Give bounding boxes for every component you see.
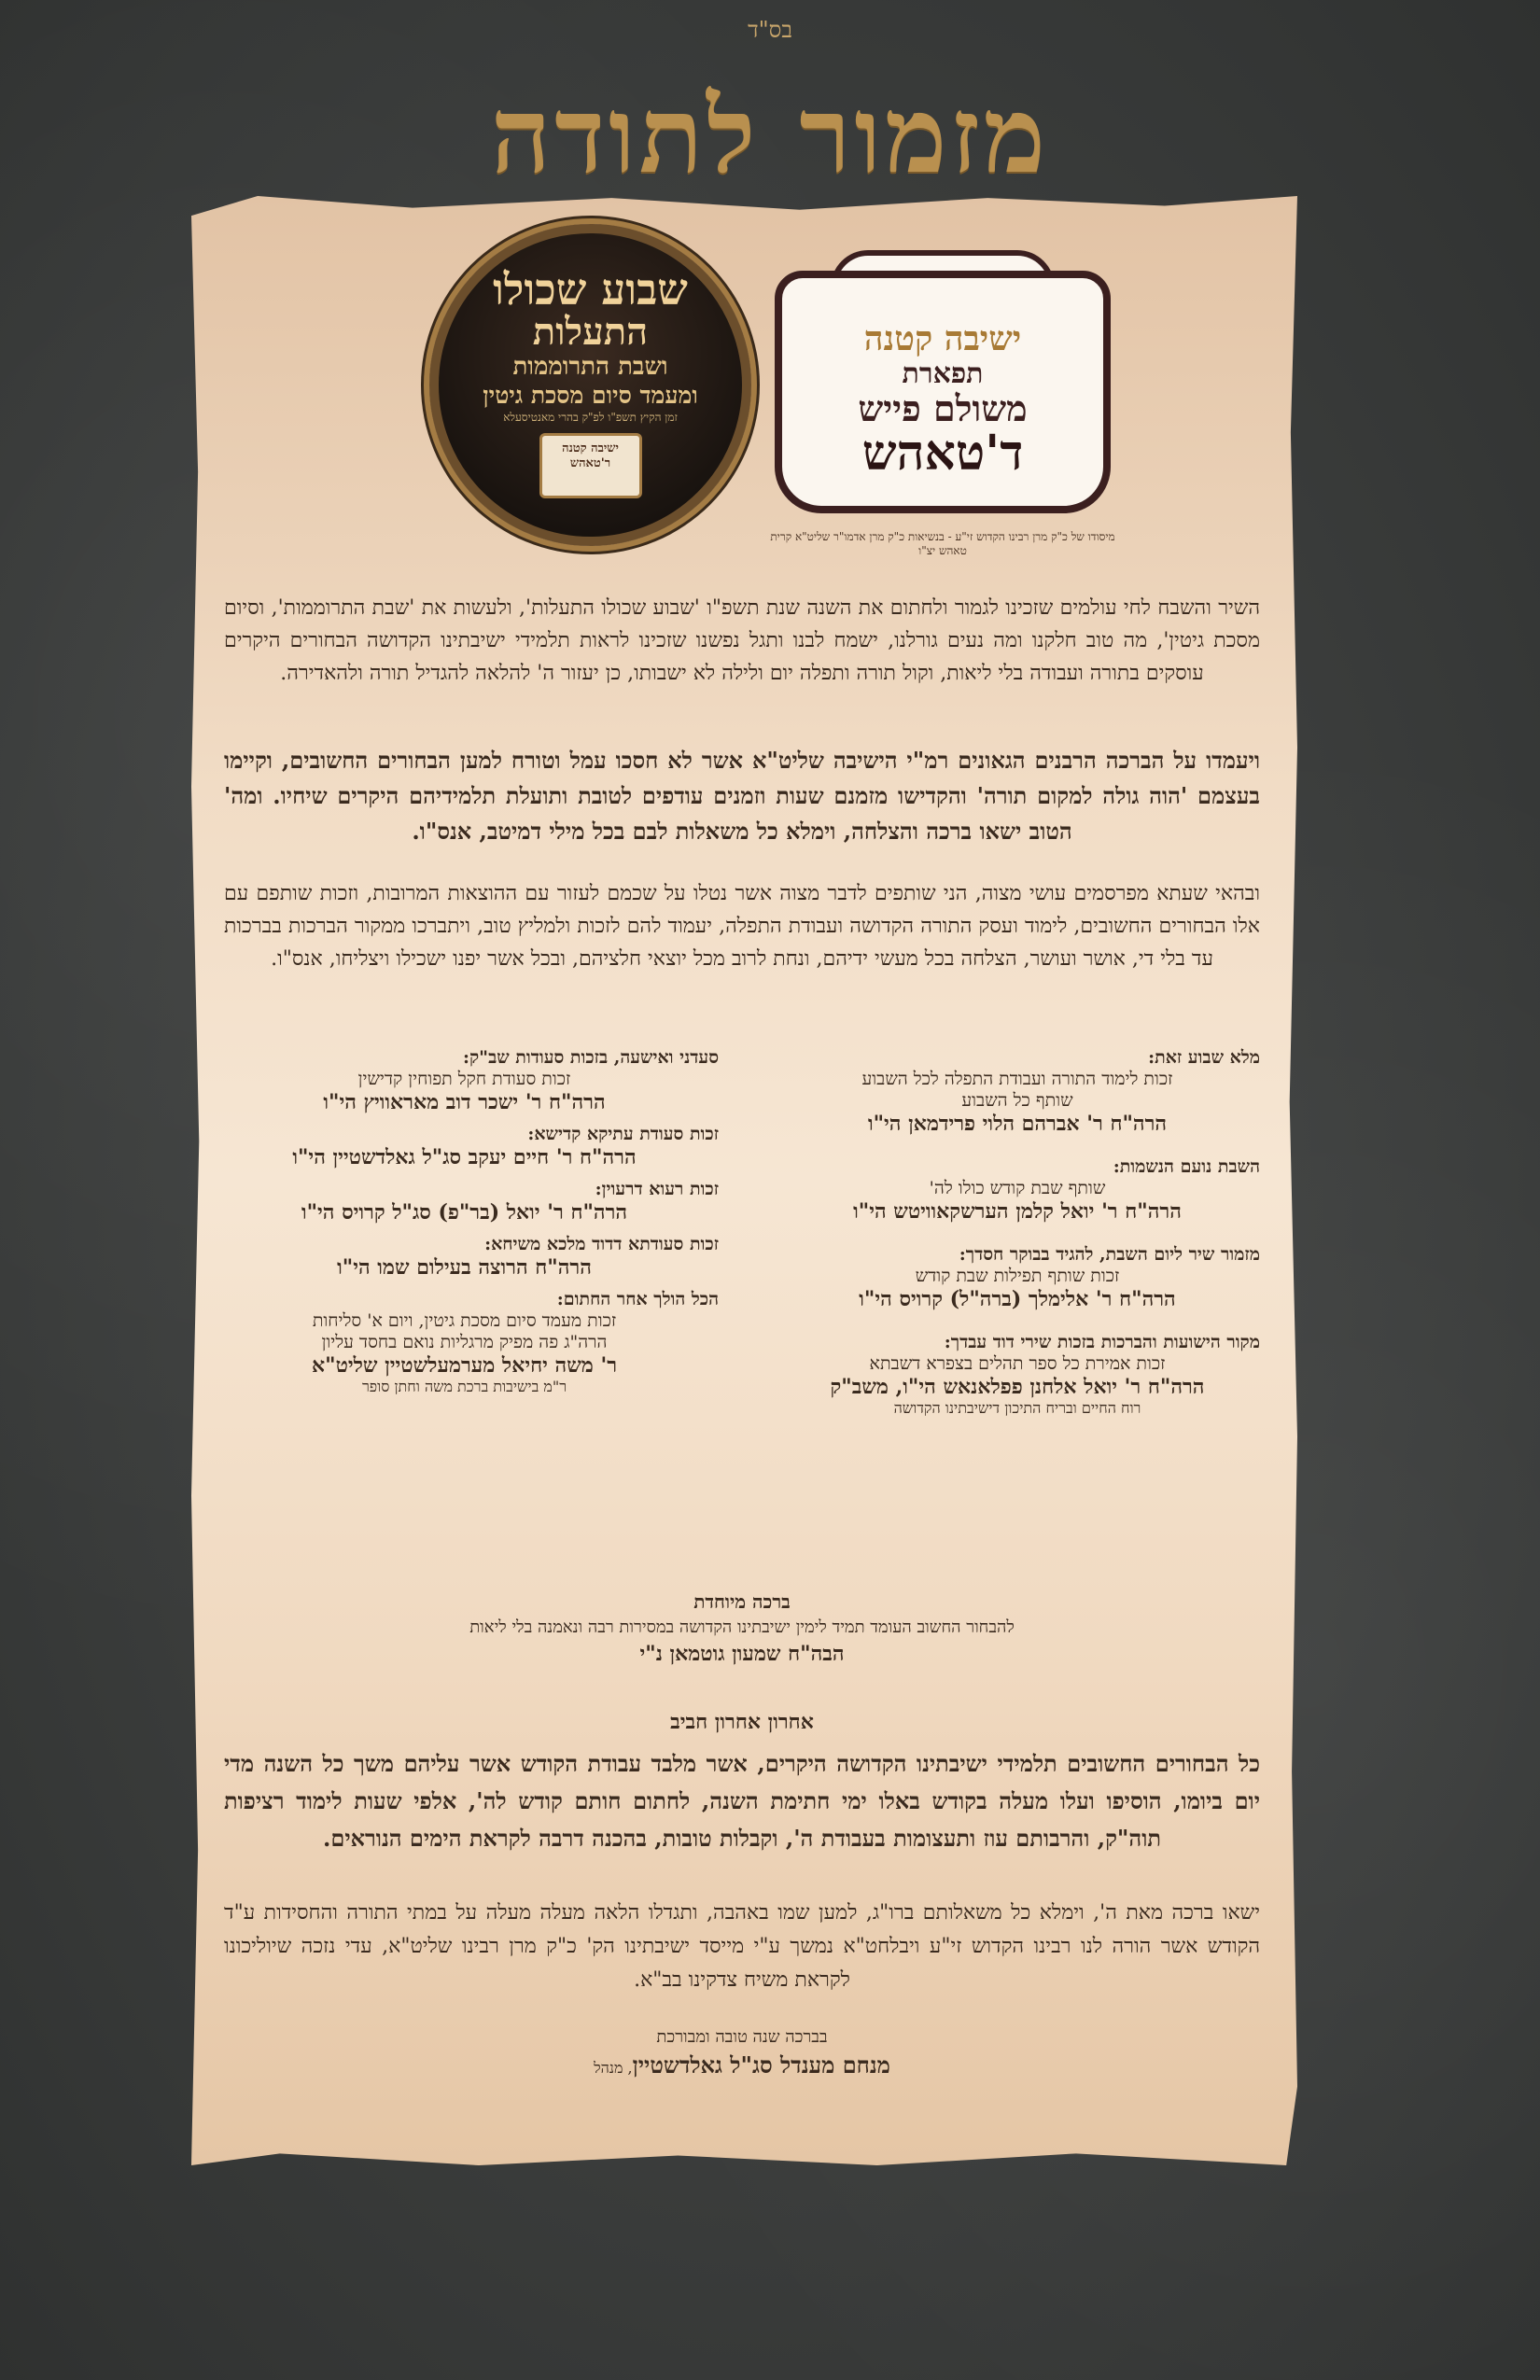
seal-line-1: שבוע שכולו xyxy=(493,264,688,315)
sponsor-heading: זכות רעוא דרעוין: xyxy=(595,1179,719,1199)
sponsor-dedication: שותף שבת קודש כולו לה' xyxy=(929,1178,1106,1198)
sponsor-name: הרה"ח ר' חיים יעקב סג"ל גאלדשטיין הי"ו xyxy=(292,1145,637,1169)
final-paragraph: כל הבחורים החשובים תלמידי ישיבתינו הקדושה היקרים, אשר מלבד עבודת הקודש אשר עליהם משך כל השנה מדי יום ביומו, הוסיפו ועלו מעלה בקודש באלו ימי חתימת השנה, לחתום חותם קודש לה', אלפי שעות לימוד רציפות תוה"ק, והרבותם עוז ותעצומות בעבודת ה', וקבלות טובות, בהכנה דרבה לקראת הימים הנוראים. xyxy=(224,1750,1260,1852)
sponsor-heading: זכות סעודת עתיקא קדישא: xyxy=(527,1124,719,1144)
seal-line-4: ומעמד סיום מסכת גיטין xyxy=(483,382,698,410)
sponsor-name: הרה"ח ר' אלימלך (ברה"ל) קרויס הי"ו xyxy=(859,1287,1176,1311)
sponsor-heading: מזמור שיר ליום השבת, להגיד בבוקר חסדך: xyxy=(959,1244,1260,1265)
sponsor-entry xyxy=(210,1179,719,1225)
yeshiva-logo-line-2: תפארת xyxy=(902,357,984,390)
sponsor-note: רוח החיים ובריח התיכון דישיבתינו הקדושה xyxy=(893,1399,1141,1417)
final-title: אחרון אחרון חביב xyxy=(670,1710,814,1734)
sponsor-heading: סעדני ואישעה, בזכות סעודות שב"ק: xyxy=(463,1047,719,1068)
sponsor-dedication-2: הרה"ג פה מפיק מרגליות נואם בחסד עליון xyxy=(321,1332,608,1352)
sponsor-heading: מלא שבוע זאת: xyxy=(1148,1047,1260,1068)
seal-line-3: ושבת התרוממות xyxy=(512,353,668,382)
sponsor-heading: השבת נועם הנשמות: xyxy=(1113,1156,1260,1177)
yeshiva-logo-line-3: משולם פייש xyxy=(858,387,1028,429)
sponsor-note: ר"מ בישיבות ברכת משה וחתן סופר xyxy=(361,1378,567,1395)
seal-mini-emblem: ישיבה קטנה ר'טאהש xyxy=(539,433,642,498)
sponsor-entry xyxy=(210,1047,719,1114)
sponsor-entry xyxy=(210,1234,719,1280)
sponsor-name: הרה"ח ר' יואל קלמן הערשקאוויטש הי"ו xyxy=(853,1199,1182,1224)
sponsor-entry xyxy=(210,1289,719,1396)
sponsor-name: הרה"ח הרוצה בעילום שמו הי"ו xyxy=(337,1255,592,1280)
yeshiva-logo-subline: מיסודו של כ"ק מרן רבינו הקדוש זי"ע - בנשיאות כ"ק מרן אדמו"ר שליט"א קרית טאהש יצ"ו xyxy=(770,530,1115,557)
sponsor-name: הרה"ח ר' ישכר דוב מאראוויץ הי"ו xyxy=(323,1090,606,1114)
signature-greeting: בברכה שנה טובה ומבורכת xyxy=(656,2027,828,2047)
rabbis-paragraph: ויעמדו על הברכה הרבנים הגאונים רמ"י הישיבה שליט"א אשר לא חסכו עמל וטורח למען הבחורים החשובים, וקיימו בעצמם 'הוה גולה למקום תורה' והקדישו מזמנם שעות וזמנים עודפים לטובת ותועלת תלמידיהם היקרים שיחיו. ומה' הטוב ישאו ברכה והצלחה, וימלא כל משאלות לבם בכל מילי דמיטב, אנס"ו. xyxy=(224,747,1260,845)
sponsor-entry xyxy=(775,1332,1260,1418)
sponsor-name: הרה"ח ר' אברהם הלוי פרידמאן הי"ו xyxy=(867,1112,1168,1136)
signature-name: מנחם מענדל סג"ל גאלדשטיין xyxy=(632,2051,890,2079)
opening-paragraph: השיר והשבח לחי עולמים שזכינו לגמור ולחתום את השנה שנת תשפ"ו 'שבוע שכולו התעלות', ולעשות את 'שבת התרוממות', וסיום מסכת גיטין', מה טוב חלקנו ומה נעים גורלנו, ישמח לבנו ותגל נפשנו שזכינו לראות תלמידי ישיבתינו הקדושה הבחורים היקרים עוסקים בתורה ועבודה בלי ליאות, וקול תורה ותפלה יום ולילה לא ישבותו, כן יעזור ה' להלאה להגדיל תורה ולהאדירה. xyxy=(224,596,1261,685)
sponsors-paragraph: ובהאי שעתא מפרסמים עושי מצוה, הני שותפים לדבר מצוה אשר נטלו על שכמם לעזור עם ההוצאות המרובות, וזכות שותפם עם אלו הבחורים החשובים, לימוד ועסק התורה הקדושה ועבודת התפלה, יעמוד להם לזכות ולמליץ טוב, ויתברכו ממקור הברכות בברכות עד בלי די, אושר ועושר, הצלחה בכל מעשי ידיהם, ונחת לרוב מכל יוצאי חלציהם, ובכל אשר יפנו ישכילו ויצליחו, אנס"ו. xyxy=(224,882,1260,971)
page-title: מזמור לתודה xyxy=(490,75,1050,197)
sponsor-entry xyxy=(775,1047,1260,1136)
blessing-name: הבה"ח שמעון גוטמאן נ"י xyxy=(639,1642,845,1666)
sponsor-heading: הכל הולך אחר החתום: xyxy=(556,1289,719,1309)
sponsors-left-column xyxy=(210,1038,719,1396)
sponsor-dedication-2: שותף כל השבוע xyxy=(961,1090,1073,1111)
sponsor-name: הרה"ח ר' יואל (בר"פ) סג"ל קרויס הי"ו xyxy=(301,1200,628,1225)
bsd-header: בס"ד xyxy=(748,17,792,43)
blessing-text: להבחור החשוב העומד תמיד לימין ישיבתינו הקדושה במסירות רבה ונאמנה בלי ליאות xyxy=(469,1617,1015,1637)
signature-block xyxy=(224,2023,1260,2082)
seal-line-5: זמן הקיץ תשפ"ו לפ"ק בהרי מאנטיסעלא xyxy=(503,411,678,425)
special-blessing xyxy=(224,1589,1260,1667)
sponsor-name: הרה"ח ר' יואל אלחנן פפלאנאש הי"ו, משב"ק xyxy=(830,1375,1205,1399)
blessing-title: ברכה מיוחדת xyxy=(693,1590,791,1613)
yeshiva-logo-line-1: ישיבה קטנה xyxy=(863,319,1022,358)
sponsor-entry xyxy=(775,1156,1260,1224)
sponsors-right-column xyxy=(775,1038,1260,1418)
sponsor-dedication: זכות אמירת כל ספר תהלים בצפרא דשבתא xyxy=(869,1353,1166,1374)
yeshiva-logo-line-4: ד'טאהש xyxy=(861,424,1024,482)
sponsor-dedication: זכות שותף תפילות שבת קודש xyxy=(915,1266,1120,1286)
seal-line-2: התעלות xyxy=(532,310,649,355)
sponsor-heading: זכות סעודתא דדוד מלכא משיחא: xyxy=(484,1234,719,1254)
sponsor-dedication: זכות סעודת חקל תפוחין קדישין xyxy=(357,1069,571,1089)
sponsor-entry xyxy=(210,1124,719,1169)
event-seal-logo xyxy=(429,224,751,546)
sponsor-heading: מקור הישועות והברכות בזכות שירי דוד עבדך: xyxy=(944,1332,1260,1352)
sponsor-entry xyxy=(775,1244,1260,1311)
closing-paragraph: ישאו ברכה מאת ה', וימלא כל משאלותם ברו"ג, למען שמו באהבה, ותגדלו הלאה מעלה מעלה על במתי התורה והחסידות ע"ד הקודש אשר הורה לנו רבינו הקדוש זי"ע ויבלחט"א נמשך ע"י מייסד ישיבתינו הק' כ"ק מרן רבינו שליט"א, עדי נזכה שיוליכונו לקראת משיח צדקינו בב"א. xyxy=(224,1901,1260,1992)
sponsor-dedication: זכות לימוד התורה ועבודת התפלה לכל השבוע xyxy=(861,1069,1173,1089)
sponsor-dedication: זכות מעמד סיום מסכת גיטין, ויום א' סליחות xyxy=(312,1310,617,1331)
sponsor-name: ר' משה יחיאל מערמעלשטיין שליט"א xyxy=(311,1353,618,1378)
yeshiva-logo xyxy=(775,271,1111,513)
signature-role: , מנהל xyxy=(594,2059,633,2077)
